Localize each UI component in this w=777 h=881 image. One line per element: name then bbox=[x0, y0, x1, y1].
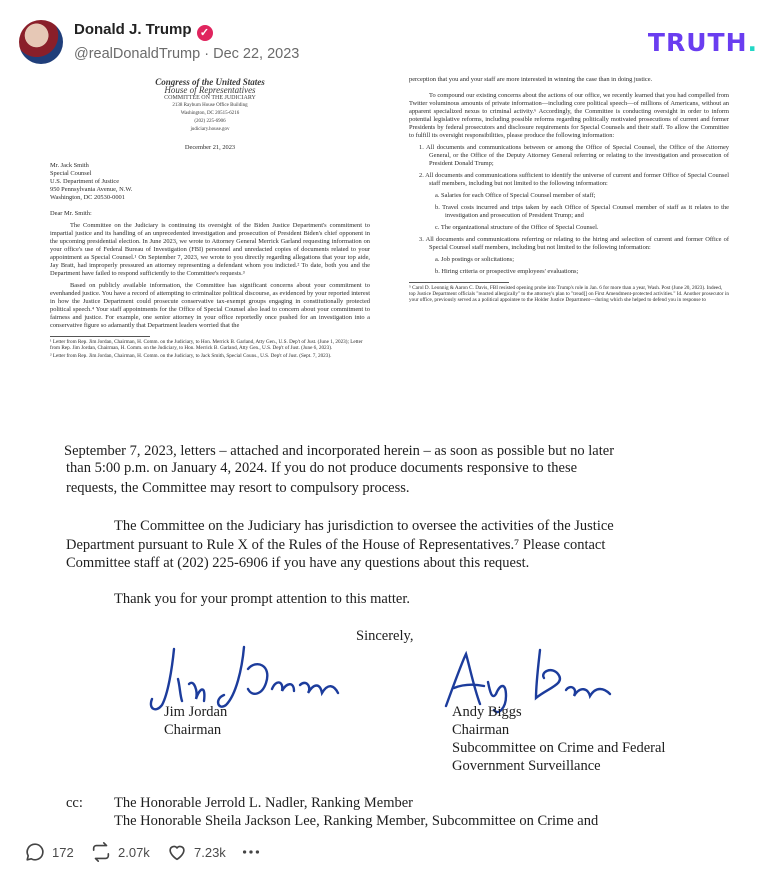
letter-right-page bbox=[409, 72, 729, 303]
letter-left-page bbox=[50, 72, 370, 359]
addressee-line: Washington, DC 20530-0001 bbox=[50, 194, 125, 201]
request-subitem: a. Salaries for each Office of Special Counsel member of staff; bbox=[435, 192, 596, 199]
thanks-line: Thank you for your prompt attention to this matter. bbox=[114, 591, 410, 607]
letter-paragraph: To compound our existing concerns about the actions of our office, we recently learned that you had compelled from Twitter voluminous amounts of private information—including core political speech—of millions of Americans, without an apparent specialized nexus to criminal activity.⁶ Accordingly, the Committee is conducting oversight in order to inform potential legislative reforms, including possible reforms regarding politically motivated prosecutions of current and former Presidents by federal prosecutors and disclosure requirements for Special Counsels and their staff. To allow the Committee to fulfill its oversight responsibilities, please produce the following information: bbox=[409, 92, 729, 139]
letter-date: December 21, 2023 bbox=[184, 144, 236, 151]
letterhead-line7: judiciary.house.gov bbox=[190, 127, 230, 132]
letterhead-line2: House of Representatives bbox=[164, 85, 256, 95]
letter-line: than 5:00 p.m. on January 4, 2024. If you do not produce documents responsive to these bbox=[66, 460, 578, 476]
request-subitem: a. Job postings or solicitations; bbox=[435, 256, 514, 263]
truth-social-logo[interactable] bbox=[648, 28, 758, 57]
signer2-title: Chairman bbox=[452, 722, 510, 738]
addressee bbox=[50, 162, 370, 202]
logo-text: TRUTH bbox=[647, 28, 748, 57]
addressee-line: U.S. Department of Justice bbox=[50, 178, 120, 185]
letter-line: Department pursuant to Rule X of the Rules of the House of Representatives.⁷ Please contact bbox=[66, 537, 606, 553]
signer1-title: Chairman bbox=[164, 722, 222, 738]
request-item: 3. All documents and communications referring or relating to the hiring and selection of current and former Office of Special Counsel staff members, including but not limited to the following information: bbox=[419, 236, 729, 251]
letter-paragraph: Based on publicly available information, the Committee has significant concerns about your commitment to evenhanded justice. You have a record of attempting to criminalize political discourse, as evidenced by your reported interest in how the Justice Department could prosecute conservative tax-exempt groups engaging in constitutionally protected political speech.⁴ Your staff appointments for the Office of Special Counsel also lead to concern about your commitment to fairness and justice. For example, one senior attorney in your office reportedly once pushed for an investigation into a conservative figure so adamantly that Department leaders worried that the bbox=[50, 282, 370, 329]
letter-line: The Committee on the Judiciary has jurisdiction to oversee the activities of the Justice bbox=[114, 518, 614, 534]
letterhead-line3: COMMITTEE ON THE JUDICIARY bbox=[164, 95, 256, 101]
cc-line-cut: The Honorable Sheila Jackson Lee, Ranking Member, Subcommittee on Crime and bbox=[114, 813, 599, 829]
letterhead bbox=[50, 78, 370, 134]
cut-line: September 7, 2023, letters – attached and incorporated herein – as soon as possible but no later bbox=[64, 443, 615, 459]
footnote: ² Letter from Rep. Jim Jordan, Chairman, H. Comm. on the Judiciary, to Jack Smith, Special Couns., U.S. Dep't of Just. (Sept. 7, 2023). bbox=[50, 353, 332, 359]
request-subitem: b. Travel costs incurred and trips taken by each Office of Special Counsel member of staff as it relates to the investigation and prosecution of President Trump; and bbox=[435, 204, 729, 219]
footnote-divider bbox=[50, 336, 150, 337]
post-actions bbox=[0, 836, 777, 866]
footnote: ⁵ Carol D. Leonnig & Aaron C. Davis, FBI resisted opening probe into Trump's role in Jan. 6 for more than a year, Wash. Post (June 20, 2023). Indeed, top Justice Department officials "reacted allergically" to the attorney's plan to "tread[] on First Amendment-protected activities." Id. Another prosecutor in your office, previously served as a political appointee to the Holder Justice Department—during which she helped to defend you in response to bbox=[409, 285, 729, 303]
request-item: 1. All documents and communications between or among the Office of Special Counsel, the Office of the Attorney General, or the Office of the Deputy Attorney General referring or relating to the investigation and prosecution of President Donald Trump; bbox=[419, 144, 729, 167]
addressee-line: Special Counsel bbox=[50, 170, 92, 177]
addressee-line: Mr. Jack Smith bbox=[50, 162, 89, 169]
letter-paragraph: perception that you and your staff are more interested in winning the case than in doing justice. bbox=[409, 76, 653, 83]
letter-line: Committee staff at (202) 225-6906 if you have any questions about this request. bbox=[66, 555, 530, 571]
letterhead-line6: (202) 225-6906 bbox=[194, 119, 226, 124]
letter-image-top[interactable] bbox=[50, 72, 732, 450]
request-item: 2. All documents and communications sufficient to identify the universe of current and former Office of Special Counsel staff members, including but not limited to the following information: bbox=[419, 172, 729, 187]
meta-separator: · bbox=[204, 46, 210, 62]
signer2-subcommittee: Government Surveillance bbox=[452, 758, 601, 774]
author-meta bbox=[74, 46, 299, 62]
salutation: Dear Mr. Smith: bbox=[50, 210, 92, 217]
addressee-line: 950 Pennsylvania Avenue, N.W. bbox=[50, 186, 133, 193]
footnote-divider bbox=[409, 282, 509, 283]
reply-button[interactable] bbox=[24, 841, 74, 863]
cc-line: The Honorable Jerrold L. Nadler, Ranking Member bbox=[114, 795, 413, 811]
post-header bbox=[0, 0, 777, 70]
request-subitem: b. Hiring criteria or prospective employees' evaluations; bbox=[435, 268, 579, 275]
heart-icon bbox=[166, 841, 188, 863]
letterhead-line5: Washington, DC 20515-6216 bbox=[180, 111, 240, 116]
reply-count: 172 bbox=[52, 844, 74, 860]
avatar[interactable] bbox=[19, 20, 63, 64]
verified-badge-icon: ✓ bbox=[197, 25, 213, 41]
request-subitem: c. The organizational structure of the Office of Special Counsel. bbox=[435, 224, 599, 231]
letter-paragraph: The Committee on the Judiciary is continuing its oversight of the Biden Justice Department's commitment to impartial justice and its handling of an unprecedented investigation and prosecution of President Biden's chief opponent in the upcoming presidential election. In June 2023, we wrote to Attorney General Merrick Garland requesting information on your office's use of Federal Bureau of Investigation (FBI) personnel and unredacted copies of documents related to your appointment as Special Counsel.¹ On September 7, 2023, we wrote to you directly regarding allegations that your top aide, Jay Bratt, had improperly pressured an attorney representing a defendant whom you indicted.² To date, both you and the Department have failed to respond sufficiently to the Committee's requests.³ bbox=[50, 222, 370, 277]
reply-icon bbox=[24, 841, 46, 863]
signer1-name: Jim Jordan bbox=[164, 704, 228, 720]
like-button[interactable] bbox=[166, 841, 226, 863]
more-icon bbox=[240, 841, 262, 863]
like-count: 7.23k bbox=[194, 844, 226, 860]
retruth-button[interactable] bbox=[90, 841, 150, 863]
logo-dot: . bbox=[747, 28, 758, 57]
signer2-name: Andy Biggs bbox=[452, 704, 522, 720]
author-name[interactable] bbox=[74, 21, 213, 41]
letter-line: requests, the Committee may resort to compulsory process. bbox=[66, 480, 410, 496]
more-options-button[interactable] bbox=[240, 841, 262, 863]
retruth-icon bbox=[90, 841, 112, 863]
signer2-subcommittee: Subcommittee on Crime and Federal bbox=[452, 740, 666, 756]
closing: Sincerely, bbox=[356, 628, 414, 644]
retruth-count: 2.07k bbox=[118, 844, 150, 860]
post-date[interactable]: Dec 22, 2023 bbox=[213, 46, 300, 62]
footnote: ¹ Letter from Rep. Jim Jordan, Chairman, H. Comm. on the Judiciary, to Hon. Merrick B. Garland, Atty Gen., U.S. Dep't of Just. (June 1, 2023); Letter from Rep. Jim Jordan, Chairman, H. Comm. on the Judiciary, to Hon. Merrick B. Garland, Atty Gen., U.S. Dep't of Just. (June 6, 2023). bbox=[50, 339, 363, 351]
letterhead-line1: Congress of the United States bbox=[155, 77, 265, 87]
cc-label: cc: bbox=[66, 795, 83, 811]
letterhead-line4: 2138 Rayburn House Office Building bbox=[172, 103, 248, 108]
handle[interactable]: @realDonaldTrump bbox=[74, 46, 201, 62]
display-name[interactable]: Donald J. Trump bbox=[74, 21, 192, 38]
